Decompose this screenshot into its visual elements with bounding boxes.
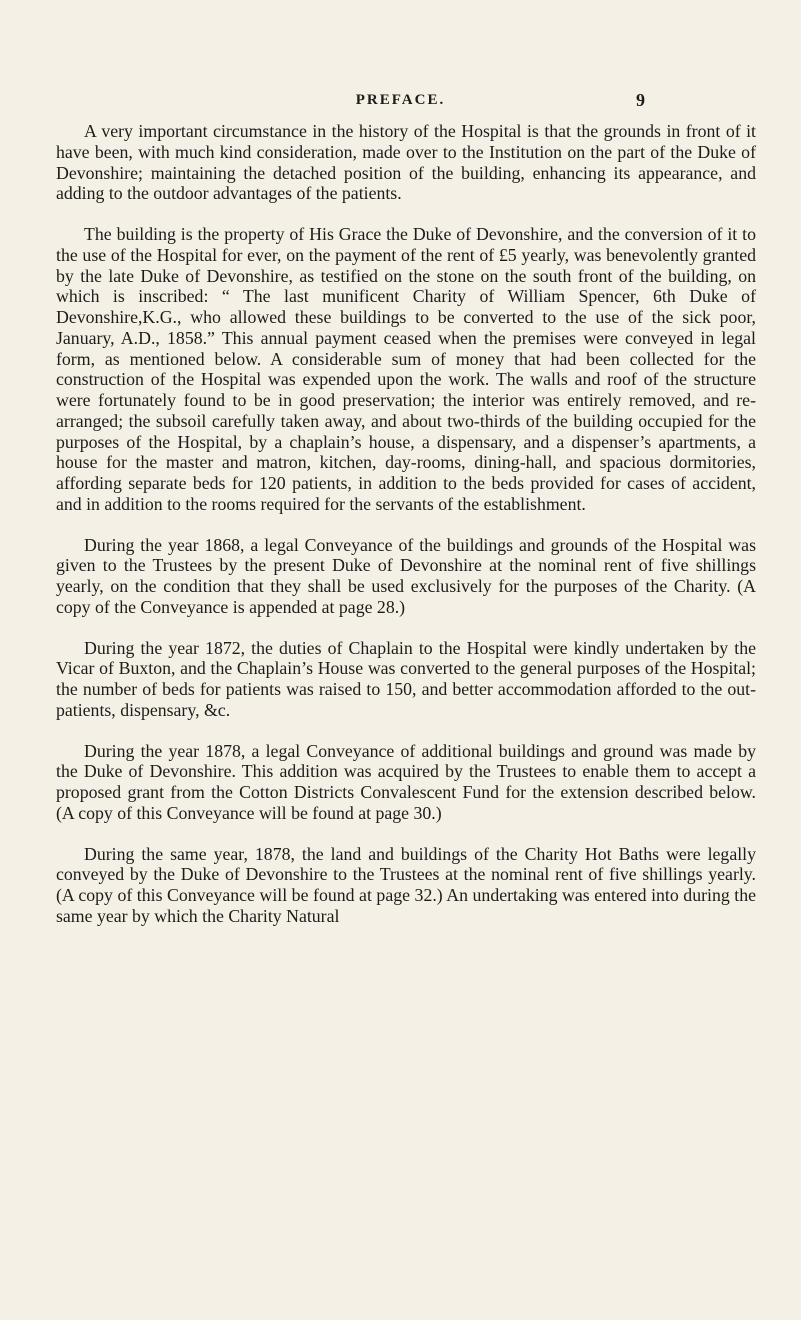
page-header [0, 92, 801, 114]
paragraph-1868-conveyance: During the year 1868, a legal Conveyance of the buildings and grounds of the Hospital was given to the Trustees by the present Duke of Devonshire at the nominal rent of five shillings yearly, on the condition that they shall be used exclusively for the purposes of the Charity. (A copy of the Conveyance is appended at page 28.) [56, 534, 756, 617]
paragraph-1878-additional-buildings: During the year 1878, a legal Conveyance of additional buildings and ground was made by the Duke of Devonshire. This addition was acquired by the Trustees to enable them to accept a proposed grant from the Cotton Districts Convalescent Fund for the extension described below. (A copy of this Conveyance will be found at page 30.) [56, 740, 756, 823]
paragraph-1878-hot-baths: During the same year, 1878, the land and buildings of the Charity Hot Baths were legally conveyed by the Duke of Devonshire to the Trustees at the nominal rent of five shillings yearly. (A copy of this Conveyance will be found at page 32.) An undertaking was entered into during the same year by which the Charity Natural [56, 843, 756, 926]
paragraph-building-property: The building is the property of His Grace the Duke of Devonshire, and the conversion of it to the use of the Hospital for ever, on the payment of the rent of £5 yearly, was benevolently granted by the late Duke of Devonshire, as testified on the stone on the south front of the building, on which is inscribed: “ The last munificent Charity of William Spencer, 6th Duke of Devonshire,K.G., who allowed these buildings to be converted to the use of the sick poor, January, A.D., 1858.” This annual payment ceased when the premises were conveyed in legal form, as mentioned below. A considerable sum of money that had been collected for the construction of the Hospital was expended upon the work. The walls and roof of the structure were fortunately found to be in good preservation; the interior was entirely removed, and re-arranged; the subsoil carefully taken away, and about two-thirds of the building occupied for the purposes of the Hospital, by a chaplain’s house, a dispensary, and a dispenser’s apartments, a house for the master and matron, kitchen, day-rooms, dining-hall, and spacious dormitories, affording separate beds for 120 patients, in addition to the beds provided for cases of accident, and in addition to the rooms required for the servants of the establishment. [56, 224, 756, 514]
page-number: 9 [636, 90, 645, 110]
running-head: PREFACE. [355, 92, 446, 108]
paragraph-1872-chaplain: During the year 1872, the duties of Chaplain to the Hospital were kindly undertaken by the Vicar of Buxton, and the Chaplain’s House was converted to the general purposes of the Hospital; the number of beds for patients was raised to 150, and better accommodation afforded to the out-patients, dispensary, &c. [56, 637, 756, 720]
page-body [56, 121, 756, 927]
paragraph-grounds: A very important circumstance in the history of the Hospital is that the grounds in front of it have been, with much kind consideration, made over to the Institution on the part of the Duke of Devonshire; maintaining the detached position of the building, enhancing its appearance, and adding to the outdoor advantages of the patients. [56, 121, 756, 204]
